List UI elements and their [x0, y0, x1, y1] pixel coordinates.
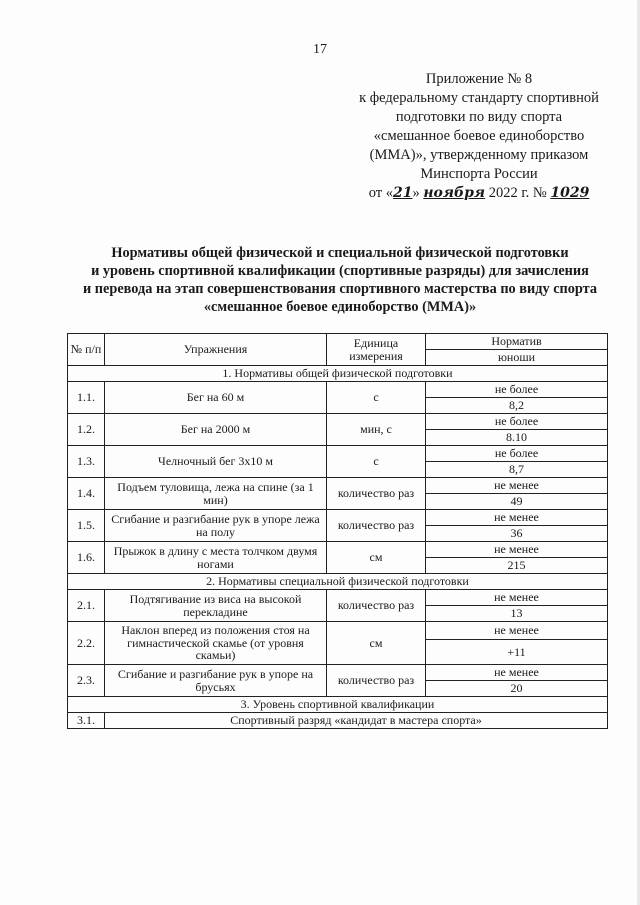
- row-exercise: Прыжок в длину с места толчком двумя ногами: [105, 542, 327, 574]
- date-year: 2022 г. №: [488, 185, 547, 201]
- header-exercise: Упражнения: [105, 334, 327, 366]
- row-number: 1.1.: [68, 382, 105, 414]
- row-value: 8,7: [426, 462, 608, 478]
- row-value: 13: [426, 606, 608, 622]
- annex-line: Минспорта России: [420, 166, 538, 182]
- row-number: 2.1.: [68, 590, 105, 622]
- row-condition: не более: [426, 414, 608, 430]
- section-row: [68, 697, 608, 713]
- annex-line: «смешанное боевое единоборство: [373, 128, 585, 144]
- row-exercise: Подъем туловища, лежа на спине (за 1 мин): [105, 478, 327, 510]
- date-mid: »: [412, 185, 420, 201]
- row-exercise: Наклон вперед из положения стоя на гимнастической скамье (от уровня скамьи): [105, 622, 327, 665]
- annex-line: к федеральному стандарту спортивной: [359, 90, 599, 106]
- row-value: 215: [426, 558, 608, 574]
- row-exercise: Бег на 2000 м: [105, 414, 327, 446]
- header-norm: Норматив: [426, 334, 608, 350]
- row-exercise: Челночный бег 3х10 м: [105, 446, 327, 478]
- row-value: 36: [426, 526, 608, 542]
- row-condition: не менее: [426, 665, 608, 681]
- page-number: 17: [313, 42, 327, 57]
- row-number: 1.5.: [68, 510, 105, 542]
- section-title: 1. Нормативы общей физической подготовки: [68, 366, 608, 382]
- row-value: 8.10: [426, 430, 608, 446]
- norms-table: [67, 333, 608, 729]
- table-row: [68, 414, 608, 430]
- heading-line: Нормативы общей физической и специальной физической подготовки: [111, 245, 569, 261]
- row-condition: не менее: [426, 542, 608, 558]
- date-prefix: от «: [368, 185, 393, 201]
- row-unit: см: [327, 622, 426, 665]
- row-number: 2.3.: [68, 665, 105, 697]
- row-number: 1.2.: [68, 414, 105, 446]
- table-row: [68, 510, 608, 526]
- table-row: [68, 542, 608, 558]
- section-title: 2. Нормативы специальной физической подготовки: [68, 574, 608, 590]
- annex-block: [348, 70, 610, 203]
- row-value: 8,2: [426, 398, 608, 414]
- row-unit: количество раз: [327, 590, 426, 622]
- row-number: 1.6.: [68, 542, 105, 574]
- row-condition: не более: [426, 446, 608, 462]
- row-condition: не менее: [426, 622, 608, 640]
- row-condition: не менее: [426, 510, 608, 526]
- table-row: [68, 382, 608, 398]
- heading-line: и уровень спортивной квалификации (спортивные разряды) для зачисления: [91, 263, 589, 279]
- section-title: 3. Уровень спортивной квалификации: [68, 697, 608, 713]
- row-exercise: Сгибание и разгибание рук в упоре на брусьях: [105, 665, 327, 697]
- qualification-row: [68, 713, 608, 729]
- section-row: [68, 574, 608, 590]
- table-row: [68, 622, 608, 640]
- table-row: [68, 590, 608, 606]
- document-heading: [40, 244, 640, 316]
- table-row: [68, 446, 608, 462]
- row-exercise: Подтягивание из виса на высокой перекладине: [105, 590, 327, 622]
- annex-title: Приложение № 8: [425, 71, 533, 87]
- row-value: 20: [426, 681, 608, 697]
- row-unit: количество раз: [327, 478, 426, 510]
- table-row: [68, 478, 608, 494]
- row-value: +11: [426, 640, 608, 665]
- qualification-text: Спортивный разряд «кандидат в мастера спорта»: [105, 713, 608, 729]
- qualification-number: 3.1.: [68, 713, 105, 729]
- row-value: 49: [426, 494, 608, 510]
- header-row: [68, 334, 608, 350]
- row-condition: не более: [426, 382, 608, 398]
- annex-line: (ММА)», утвержденному приказом: [369, 147, 589, 163]
- heading-line: и перевода на этап совершенствования спортивного мастерства по виду спорта: [82, 281, 598, 297]
- order-number: 1029: [550, 185, 590, 201]
- header-unit: Единица измерения: [327, 334, 426, 366]
- row-unit: мин, с: [327, 414, 426, 446]
- row-unit: с: [327, 446, 426, 478]
- row-exercise: Сгибание и разгибание рук в упоре лежа на полу: [105, 510, 327, 542]
- row-number: 1.4.: [68, 478, 105, 510]
- header-norm-sub: юноши: [426, 350, 608, 366]
- section-row: [68, 366, 608, 382]
- annex-date-line: [348, 184, 610, 203]
- date-day: 21: [392, 185, 413, 201]
- annex-line: подготовки по виду спорта: [395, 109, 563, 125]
- row-number: 2.2.: [68, 622, 105, 665]
- table-row: [68, 665, 608, 681]
- row-number: 1.3.: [68, 446, 105, 478]
- row-unit: см: [327, 542, 426, 574]
- date-month: ноября: [423, 185, 486, 201]
- row-exercise: Бег на 60 м: [105, 382, 327, 414]
- row-condition: не менее: [426, 478, 608, 494]
- row-condition: не менее: [426, 590, 608, 606]
- header-num: № п/п: [68, 334, 105, 366]
- row-unit: количество раз: [327, 510, 426, 542]
- row-unit: с: [327, 382, 426, 414]
- heading-line: «смешанное боевое единоборство (ММА)»: [203, 299, 477, 315]
- row-unit: количество раз: [327, 665, 426, 697]
